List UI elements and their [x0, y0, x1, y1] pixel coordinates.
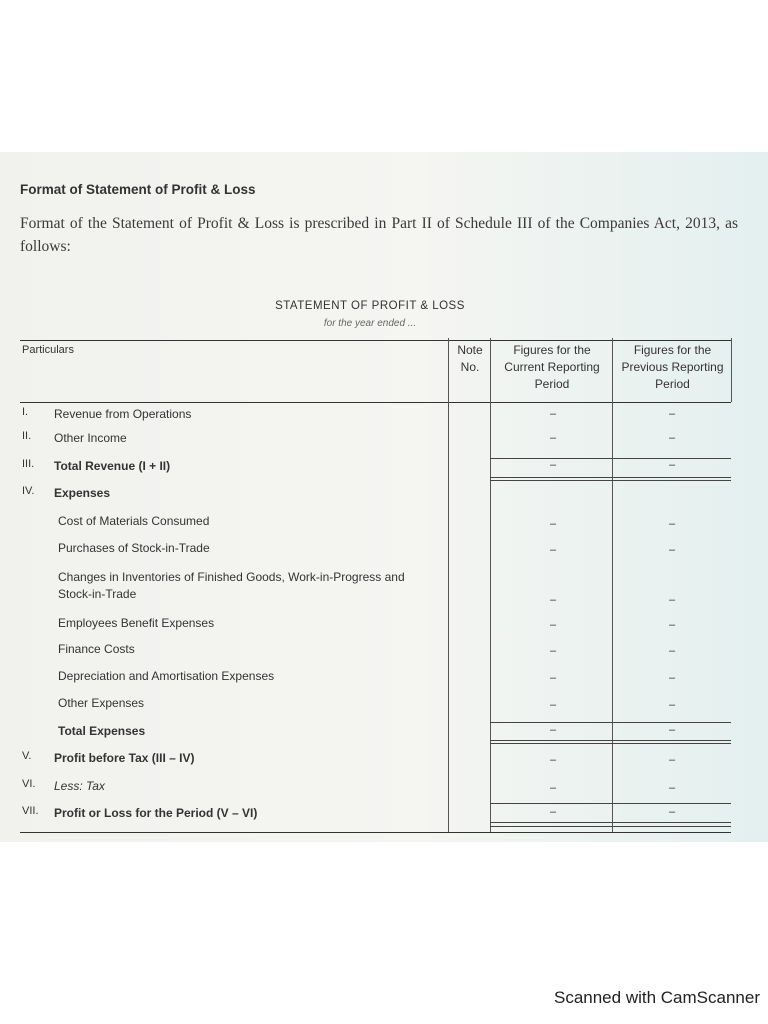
profit-loss-table — [20, 338, 731, 838]
row-label: Changes in Inventories of Finished Goods, Work-in-Progress and Stock-in-Trade — [58, 570, 405, 601]
previous-value: – — [668, 699, 676, 711]
total-double-rule — [490, 740, 731, 741]
table-row — [20, 750, 731, 770]
row-number: IV. — [22, 485, 35, 497]
row-number: VI. — [22, 778, 36, 790]
row-label: Depreciation and Amortisation Expenses — [58, 669, 275, 683]
scanner-watermark: Scanned with CamScanner — [553, 988, 760, 1007]
current-value: – — [549, 432, 557, 444]
row-label: Profit or Loss for the Period (V – VI) — [54, 806, 258, 820]
row-label: Revenue from Operations — [54, 407, 192, 421]
row-label: Purchases of Stock-in-Trade — [58, 541, 210, 555]
row-label: Profit before Tax (III – IV) — [54, 751, 195, 765]
table-row — [20, 513, 731, 533]
current-value: – — [549, 619, 557, 631]
previous-value: – — [668, 724, 676, 736]
row-label: Total Revenue (I + II) — [54, 459, 171, 473]
row-label: Other Income — [54, 431, 127, 445]
current-value: – — [549, 672, 557, 684]
current-value: – — [549, 754, 557, 766]
table-row — [20, 485, 731, 505]
table-row — [20, 540, 731, 560]
table-row — [20, 430, 731, 450]
intro-paragraph: Format of the Statement of Profit & Loss is prescribed in Part II of Schedule III of the Companies Act, 2013, as follows: — [20, 215, 738, 255]
previous-value: – — [668, 459, 676, 471]
header-particulars: Particulars — [22, 344, 74, 356]
table-row — [20, 569, 731, 605]
previous-value: – — [668, 782, 676, 794]
current-value: – — [549, 594, 557, 606]
row-label: Less: Tax — [54, 779, 105, 793]
table-row — [20, 778, 731, 798]
total-double-rule — [490, 480, 731, 481]
total-double-rule — [490, 743, 731, 744]
row-label: Finance Costs — [58, 642, 135, 656]
row-label: Employees Benefit Expenses — [58, 616, 215, 630]
current-value: – — [549, 544, 557, 556]
current-value: – — [549, 724, 557, 736]
statement-subtitle: for the year ended ... — [323, 318, 417, 329]
row-label: Total Expenses — [58, 724, 146, 738]
current-value: – — [549, 699, 557, 711]
previous-value: – — [668, 619, 676, 631]
table-top-rule — [20, 340, 731, 341]
previous-value: – — [668, 408, 676, 420]
previous-value: – — [668, 672, 676, 684]
statement-title: STATEMENT OF PROFIT & LOSS — [275, 300, 465, 312]
header-note-no: Note No. — [457, 343, 483, 374]
previous-value: – — [668, 754, 676, 766]
current-value: – — [549, 518, 557, 530]
previous-value: – — [668, 806, 676, 818]
header-bottom-rule — [20, 402, 731, 403]
row-number: VII. — [22, 805, 39, 817]
table-row — [20, 615, 731, 635]
row-label: Other Expenses — [58, 696, 145, 710]
table-row — [20, 406, 731, 426]
previous-value: – — [668, 432, 676, 444]
row-label: Cost of Materials Consumed — [58, 514, 210, 528]
header-current-period: Figures for the Current Reporting Period — [504, 343, 600, 391]
current-value: – — [549, 645, 557, 657]
table-row — [20, 458, 731, 478]
column-divider — [731, 338, 732, 402]
row-number: I. — [22, 406, 29, 418]
previous-value: – — [668, 645, 676, 657]
row-label: Expenses — [54, 486, 111, 500]
table-row — [20, 641, 731, 661]
current-value: – — [549, 782, 557, 794]
row-number: III. — [22, 458, 35, 470]
current-value: – — [549, 408, 557, 420]
total-double-rule — [490, 826, 731, 827]
current-value: – — [549, 459, 557, 471]
total-double-rule — [490, 477, 731, 478]
section-heading: Format of Statement of Profit & Loss — [20, 182, 256, 197]
previous-value: – — [668, 544, 676, 556]
previous-value: – — [668, 518, 676, 530]
row-number: II. — [22, 430, 32, 442]
previous-value: – — [668, 594, 676, 606]
subtotal-rule — [490, 803, 731, 804]
table-bottom-rule — [20, 832, 731, 833]
table-row — [20, 695, 731, 715]
current-value: – — [549, 806, 557, 818]
row-number: V. — [22, 750, 32, 762]
table-row — [20, 668, 731, 688]
total-double-rule — [490, 822, 731, 823]
header-previous-period: Figures for the Previous Reporting Period — [621, 343, 724, 391]
